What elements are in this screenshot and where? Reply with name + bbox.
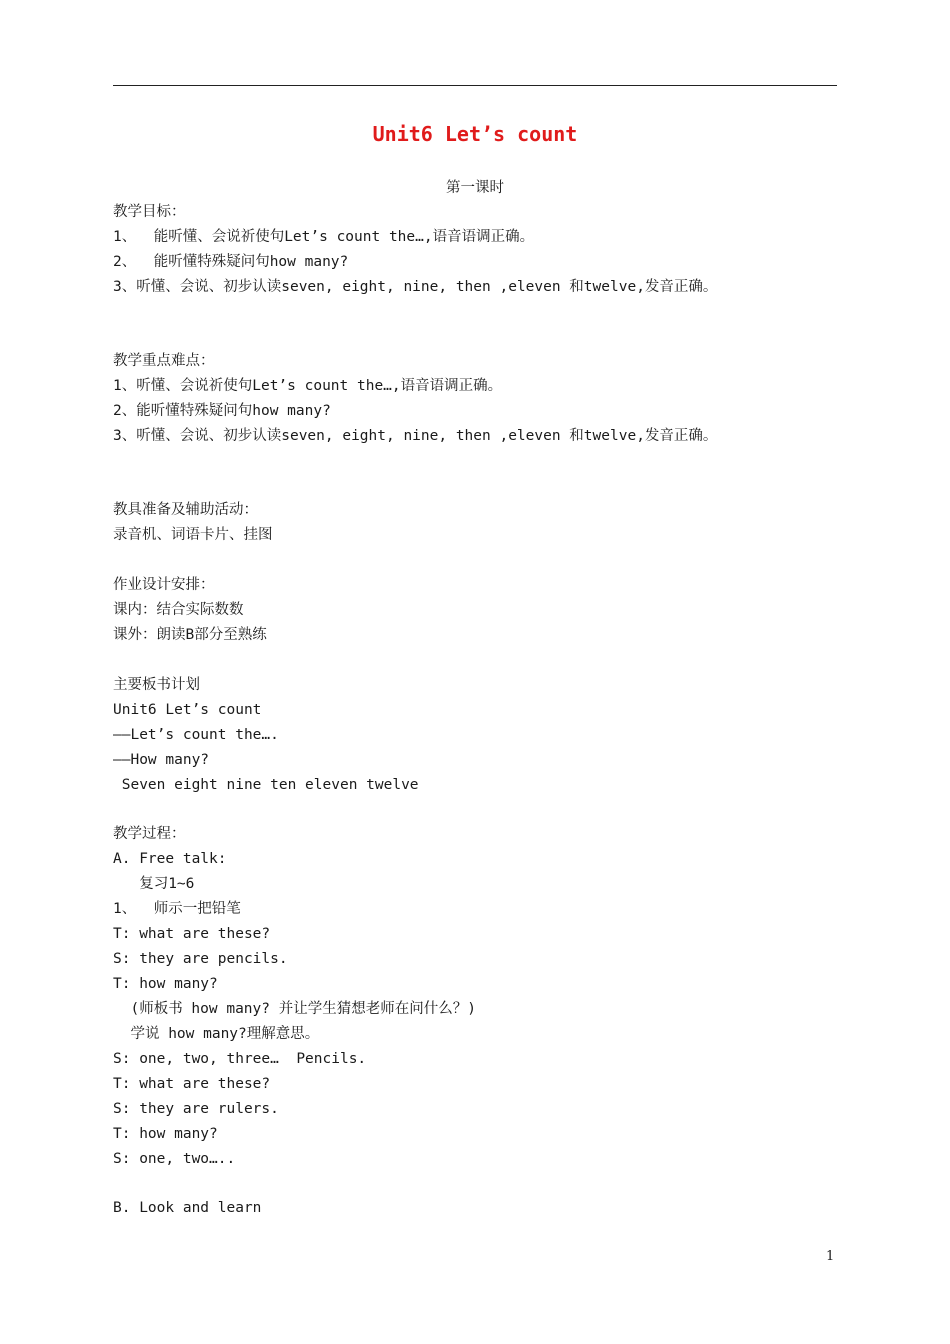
materials-heading: 教具准备及辅助活动：: [113, 502, 258, 518]
objective-item: 1、 能听懂、会说祈使句Let’s count the…,语音语调正确。: [113, 229, 535, 245]
materials-text: 录音机、词语卡片、挂图: [113, 527, 273, 543]
process-line: T: how many?: [113, 1126, 218, 1142]
page-number: 1: [826, 1249, 835, 1264]
document-title: Unit6 Let’s count: [372, 122, 578, 146]
key-point-item: 1、听懂、会说祈使句Let’s count the…,语音语调正确。: [113, 378, 503, 394]
header-rule: [113, 85, 837, 86]
section-b-heading: B. Look and learn: [113, 1200, 262, 1216]
process-line: 学说 how many?理解意思。: [113, 1026, 320, 1042]
key-point-item: 3、听懂、会说、初步认读seven, eight, nine, then ,eleven 和twelve,发音正确。: [113, 428, 718, 444]
board-plan-line: ——Let’s count the….: [113, 727, 279, 743]
process-line: 复习1~6: [113, 876, 195, 892]
homework-heading: 作业设计安排：: [113, 577, 215, 593]
process-line: T: how many?: [113, 976, 218, 992]
board-plan-heading: 主要板书计划: [113, 677, 200, 693]
objective-item: 3、听懂、会说、初步认读seven, eight, nine, then ,eleven 和twelve,发音正确。: [113, 279, 718, 295]
board-plan-line: ——How many?: [113, 752, 210, 768]
board-plan-line: Seven eight nine ten eleven twelve: [113, 777, 419, 793]
homework-in-class: 课内：结合实际数数: [113, 602, 244, 618]
process-line: S: they are pencils.: [113, 951, 288, 967]
process-heading: 教学过程：: [113, 826, 186, 842]
process-line: S: one, two, three… Pencils.: [113, 1051, 367, 1067]
process-line: T: what are these?: [113, 1076, 271, 1092]
process-line: S: they are rulers.: [113, 1101, 279, 1117]
process-line: (师板书 how many? 并让学生猜想老师在问什么？): [113, 1001, 476, 1017]
process-line: 1、 师示一把铅笔: [113, 901, 241, 917]
process-line: T: what are these?: [113, 926, 271, 942]
board-plan-line: Unit6 Let’s count: [113, 702, 262, 718]
key-point-item: 2、能听懂特殊疑问句how many?: [113, 403, 331, 419]
process-line: S: one, two…..: [113, 1151, 236, 1167]
lesson-subtitle: 第一课时: [446, 180, 504, 196]
key-points-heading: 教学重点难点：: [113, 353, 215, 369]
process-line: A. Free talk:: [113, 851, 227, 867]
homework-after-class: 课外：朗读B部分至熟练: [113, 627, 267, 643]
objectives-heading: 教学目标：: [113, 204, 186, 220]
objective-item: 2、 能听懂特殊疑问句how many?: [113, 254, 349, 270]
